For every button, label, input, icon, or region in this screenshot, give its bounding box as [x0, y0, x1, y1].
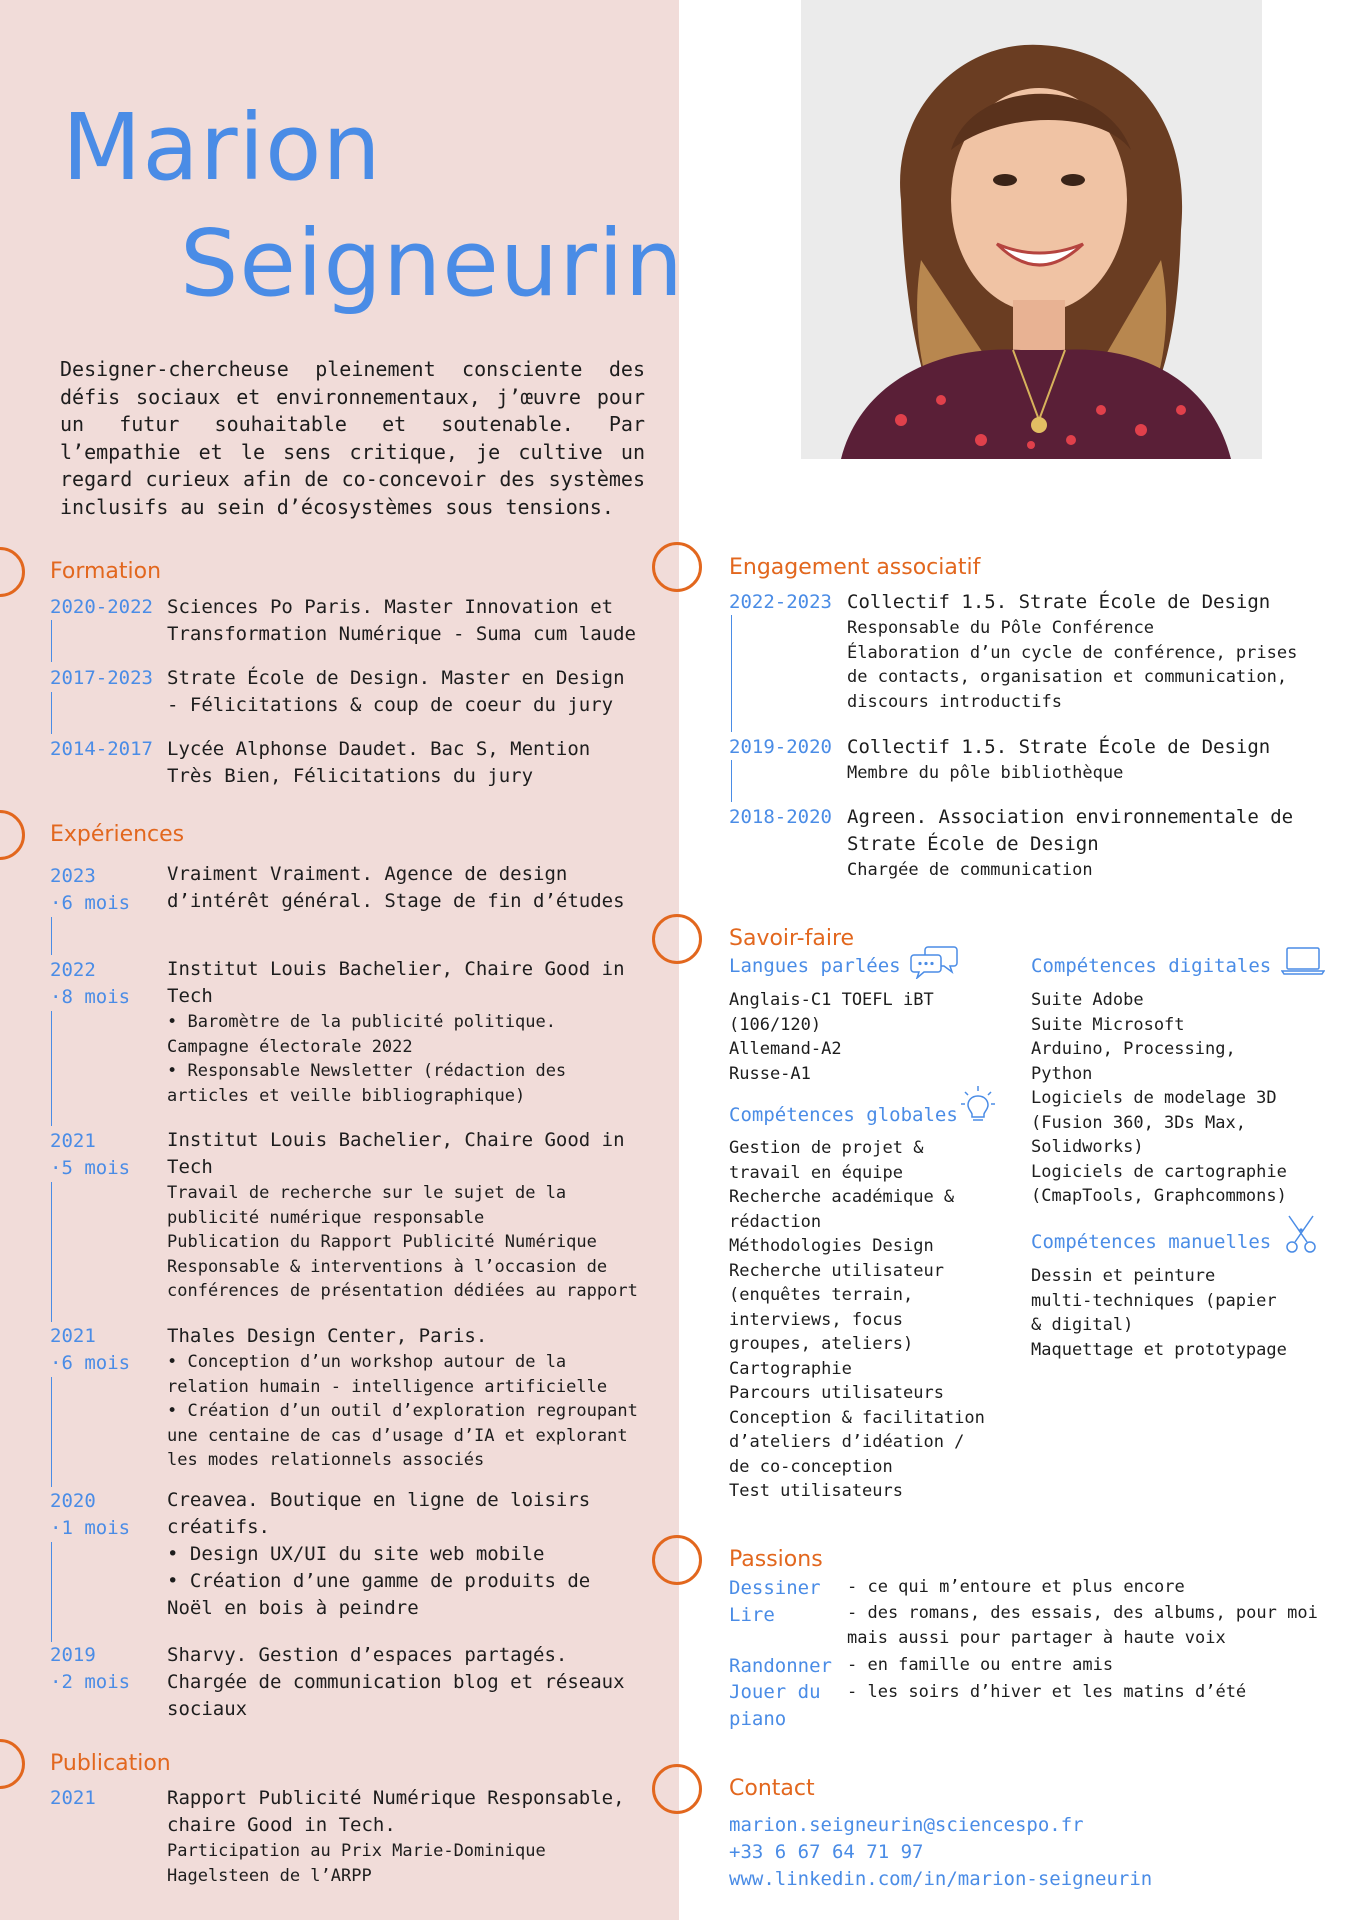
- list-item: Maquettage et prototypage: [1031, 1339, 1287, 1360]
- experience-duration: ·2 mois: [50, 1671, 131, 1693]
- passion-name-2: Lire: [729, 1604, 775, 1626]
- list-item: Dessin et peinture: [1031, 1266, 1216, 1286]
- experience-detail: • Création d’un outil d’exploration regroupant: [167, 1401, 638, 1421]
- formation-date-3: 2014-2017: [50, 738, 153, 760]
- list-item: Solidworks): [1031, 1137, 1144, 1157]
- formation-line: - Félicitations & coup de coeur du jury: [167, 694, 614, 716]
- experience-date-3: [50, 1128, 130, 1182]
- list-item: Parcours utilisateurs: [729, 1383, 944, 1403]
- experience-year: 2021: [50, 1325, 96, 1347]
- list-item: (CmapTools, Graphcommons): [1031, 1186, 1287, 1206]
- engagement-title: Engagement associatif: [729, 555, 981, 580]
- passion-desc-4: - les soirs d’hiver et les matins d’été: [847, 1682, 1247, 1702]
- experience-duration: ·5 mois: [50, 1157, 131, 1179]
- timeline-line: [731, 760, 732, 802]
- experience-line: créatifs.: [167, 1516, 270, 1538]
- publication-line: Rapport Publicité Numérique Responsable,: [167, 1787, 625, 1809]
- scissors-icon: [1281, 1214, 1321, 1254]
- engagement-detail: de contacts, organisation et communication,: [847, 667, 1288, 687]
- engagement-item-3: [847, 804, 1347, 883]
- passion-desc-3: - en famille ou entre amis: [847, 1655, 1114, 1675]
- list-item: Recherche utilisateur: [729, 1260, 944, 1281]
- list-item: Gestion de projet &: [729, 1138, 924, 1158]
- engagement-detail: Responsable du Pôle Conférence: [847, 618, 1155, 638]
- experience-item-1: [167, 861, 625, 915]
- formation-item-3: [167, 736, 590, 790]
- experience-item-5: [167, 1487, 590, 1622]
- experience-item-2: [167, 956, 667, 1108]
- timeline-line: [51, 1011, 52, 1126]
- publication-detail: Participation au Prix Marie-Dominique: [167, 1841, 546, 1861]
- experience-year: 2021: [50, 1130, 96, 1152]
- timeline-line: [51, 917, 52, 955]
- list-item: interviews, focus: [729, 1309, 903, 1330]
- list-item: multi-techniques (papier: [1031, 1290, 1277, 1311]
- formation-line: Lycée Alphonse Daudet. Bac S, Mention: [167, 738, 591, 760]
- timeline-line: [51, 620, 52, 662]
- section-marker-passions: [652, 1535, 702, 1585]
- timeline-line: [51, 692, 52, 734]
- speech-bubbles-icon: [910, 945, 958, 979]
- formation-line: Strate École de Design. Master en Design: [167, 667, 625, 689]
- experience-detail: publicité numérique responsable: [167, 1207, 485, 1228]
- formation-line: Transformation Numérique - Suma cum laude: [167, 623, 636, 645]
- passion-desc-line: mais aussi pour partager à haute voix: [847, 1627, 1226, 1648]
- publication-item: [167, 1785, 672, 1888]
- passion-desc-1: - ce qui m’entoure et plus encore: [847, 1577, 1185, 1597]
- formation-date-1: 2020-2022: [50, 596, 153, 618]
- experience-detail: articles et veille bibliographique): [167, 1085, 526, 1106]
- engagement-date-3: 2018-2020: [729, 806, 832, 828]
- savoir-faire-title: Savoir-faire: [729, 926, 855, 951]
- list-item: d’ateliers d’idéation /: [729, 1432, 965, 1452]
- publication-line: chaire Good in Tech.: [167, 1814, 396, 1836]
- experience-date-4: [50, 1323, 130, 1377]
- engagement-line: Strate École de Design: [847, 833, 1099, 855]
- section-marker-engagement: [652, 542, 702, 592]
- experience-line: Tech: [167, 985, 213, 1007]
- list-item: Allemand-A2: [729, 1039, 842, 1059]
- list-item: Logiciels de cartographie: [1031, 1161, 1287, 1182]
- section-marker-savoir-faire: [652, 914, 702, 964]
- formation-title: Formation: [50, 559, 162, 584]
- list-item: (Fusion 360, 3Ds Max,: [1031, 1112, 1246, 1133]
- passion-name-line: piano: [729, 1708, 787, 1730]
- engagement-detail: Membre du pôle bibliothèque: [847, 763, 1124, 783]
- timeline-line: [51, 1182, 52, 1322]
- experience-detail: Travail de recherche sur le sujet de la: [167, 1183, 567, 1203]
- passion-name-1: Dessiner: [729, 1577, 821, 1599]
- timeline-line: [51, 1542, 52, 1642]
- last-name: Seigneurin: [180, 210, 684, 317]
- experience-item-3: [167, 1127, 672, 1304]
- experience-duration: ·1 mois: [50, 1517, 131, 1539]
- list-item: Python: [1031, 1063, 1093, 1084]
- publication-detail: Hagelsteen de l’ARPP: [167, 1865, 372, 1886]
- experience-detail: les modes relationnels associés: [167, 1450, 485, 1470]
- experience-duration: ·6 mois: [50, 1352, 131, 1374]
- passion-desc-2: [847, 1601, 1318, 1650]
- experience-line: d’intérêt général. Stage de fin d’études: [167, 890, 625, 912]
- experience-date-6: [50, 1642, 130, 1696]
- contact-title: Contact: [729, 1776, 815, 1801]
- laptop-icon: [1281, 946, 1325, 976]
- experience-line: Thales Design Center, Paris.: [167, 1325, 488, 1347]
- formation-date-2: 2017-2023: [50, 667, 153, 689]
- experience-detail: Campagne électorale 2022: [167, 1036, 413, 1057]
- list-item: travail en équipe: [729, 1162, 903, 1183]
- engagement-item-2: [847, 734, 1347, 786]
- competences-manuelles-title: Compétences manuelles: [1031, 1231, 1272, 1253]
- intro-paragraph: Designer-chercheuse pleinement consciente des défis sociaux et environnementaux, j’œuvre pour un futur souhaitable et soutenable. Par l’empathie et le sens critique, je cultive un regard curieux afin de co-concevoir des systèmes inclusifs au sein d’écosystèmes sous tensions.: [60, 357, 645, 519]
- experience-line: Noël en bois à peindre: [167, 1597, 419, 1619]
- experience-detail: • Baromètre de la publicité politique.: [167, 1012, 556, 1032]
- experience-detail: conférences de présentation dédiées au rapport: [167, 1281, 638, 1301]
- experience-date-5: [50, 1488, 130, 1542]
- experiences-title: Expériences: [50, 822, 185, 847]
- experience-detail: Publication du Rapport Publicité Numérique: [167, 1232, 597, 1252]
- competences-globales-list: [729, 1136, 985, 1504]
- experience-line: Tech: [167, 1156, 213, 1178]
- lightbulb-icon: [960, 1084, 996, 1124]
- publication-title: Publication: [50, 1751, 171, 1776]
- passion-name-3: Randonner: [729, 1655, 832, 1677]
- formation-line: Très Bien, Félicitations du jury: [167, 765, 534, 787]
- list-item: (106/120): [729, 1014, 822, 1035]
- experience-detail: Responsable & interventions à l’occasion de: [167, 1256, 608, 1277]
- list-item: Arduino, Processing,: [1031, 1039, 1236, 1059]
- experience-line: Vraiment Vraiment. Agence de design: [167, 863, 568, 885]
- list-item: & digital): [1031, 1315, 1134, 1335]
- timeline-line: [51, 1377, 52, 1487]
- experience-item-6: [167, 1642, 625, 1723]
- experience-line: Creavea. Boutique en ligne de loisirs: [167, 1489, 591, 1511]
- list-item: Anglais-C1 TOEFL iBT: [729, 990, 934, 1010]
- passion-name-4: [729, 1679, 821, 1733]
- experience-duration: ·6 mois: [50, 892, 131, 914]
- formation-item-1: [167, 594, 636, 648]
- engagement-line: Agreen. Association environnementale de: [847, 806, 1294, 828]
- contact-phone-link[interactable]: +33 6 67 64 71 97: [729, 1841, 924, 1863]
- first-name: Marion: [62, 94, 382, 201]
- competences-manuelles-list: [1031, 1264, 1287, 1362]
- passions-title: Passions: [729, 1547, 823, 1572]
- passion-desc-line: - des romans, des essais, des albums, pour moi: [847, 1603, 1318, 1623]
- experience-detail: • Conception d’un workshop autour de la: [167, 1352, 567, 1372]
- experience-year: 2019: [50, 1644, 96, 1666]
- experience-detail: relation humain - intelligence artificielle: [167, 1376, 608, 1397]
- engagement-detail: Élaboration d’un cycle de conférence, prises: [847, 642, 1298, 663]
- experience-date-2: [50, 957, 130, 1011]
- list-item: (enquêtes terrain,: [729, 1285, 914, 1305]
- experience-line: Institut Louis Bachelier, Chaire Good in: [167, 1129, 625, 1151]
- engagement-date-1: 2022-2023: [729, 591, 832, 613]
- experience-detail: une centaine de cas d’usage d’IA et explorant: [167, 1425, 628, 1446]
- experience-date-1: [50, 863, 130, 917]
- list-item: Méthodologies Design: [729, 1236, 934, 1256]
- experience-year: 2023: [50, 865, 96, 887]
- experience-year: 2022: [50, 959, 96, 981]
- contact-linkedin-link[interactable]: www.linkedin.com/in/marion-seigneurin: [729, 1868, 1153, 1890]
- publication-year: 2021: [50, 1787, 96, 1809]
- experience-detail: • Responsable Newsletter (rédaction des: [167, 1061, 567, 1081]
- section-marker-contact: [652, 1764, 702, 1814]
- profile-photo: [801, 0, 1262, 459]
- list-item: Cartographie: [729, 1358, 852, 1379]
- engagement-line: Collectif 1.5. Strate École de Design: [847, 736, 1271, 758]
- contact-email-link[interactable]: marion.seigneurin@sciencespo.fr: [729, 1814, 1084, 1836]
- formation-line: Sciences Po Paris. Master Innovation et: [167, 596, 614, 618]
- timeline-line: [731, 615, 732, 732]
- experience-year: 2020: [50, 1490, 96, 1512]
- list-item: Suite Adobe: [1031, 990, 1144, 1010]
- list-item: Recherche académique &: [729, 1187, 955, 1207]
- experience-item-4: [167, 1323, 672, 1473]
- list-item: Test utilisateurs: [729, 1481, 903, 1501]
- langues-list: [729, 988, 934, 1086]
- competences-digitales-list: [1031, 988, 1287, 1209]
- engagement-date-2: 2019-2020: [729, 736, 832, 758]
- engagement-detail: Chargée de communication: [847, 860, 1093, 880]
- competences-digitales-title: Compétences digitales: [1031, 955, 1272, 977]
- portrait-illustration: [801, 0, 1262, 459]
- engagement-detail: discours introductifs: [847, 691, 1062, 712]
- list-item: Conception & facilitation: [729, 1407, 985, 1428]
- experience-duration: ·8 mois: [50, 986, 131, 1008]
- engagement-item-1: [847, 589, 1347, 714]
- list-item: de co-conception: [729, 1456, 893, 1477]
- experience-line: sociaux: [167, 1698, 248, 1720]
- experience-line: Institut Louis Bachelier, Chaire Good in: [167, 958, 625, 980]
- list-item: Russe-A1: [729, 1063, 811, 1084]
- list-item: groupes, ateliers): [729, 1334, 914, 1354]
- passion-name-line: Jouer du: [729, 1681, 821, 1703]
- list-item: rédaction: [729, 1211, 822, 1232]
- competences-globales-title: Compétences globales: [729, 1104, 958, 1126]
- experience-line: Chargée de communication blog et réseaux: [167, 1671, 625, 1693]
- experience-line: • Design UX/UI du site web mobile: [167, 1543, 545, 1565]
- engagement-line: Collectif 1.5. Strate École de Design: [847, 591, 1271, 613]
- formation-item-2: [167, 665, 625, 719]
- experience-line: • Création d’une gamme de produits de: [167, 1570, 591, 1592]
- langues-title: Langues parlées: [729, 955, 901, 977]
- list-item: Logiciels de modelage 3D: [1031, 1088, 1277, 1108]
- list-item: Suite Microsoft: [1031, 1014, 1185, 1035]
- experience-line: Sharvy. Gestion d’espaces partagés.: [167, 1644, 568, 1666]
